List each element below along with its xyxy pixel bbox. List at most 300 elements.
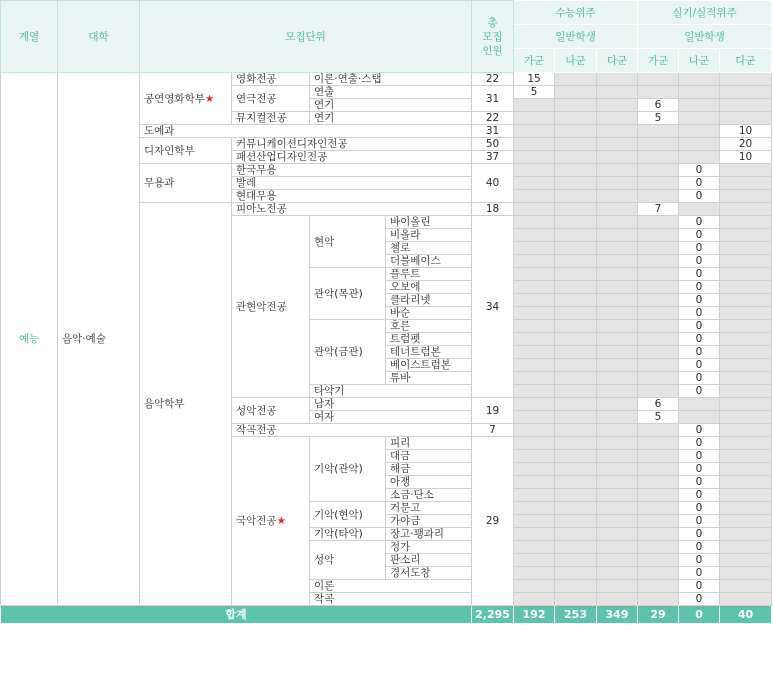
major-orchestra: 관현악전공 — [232, 216, 310, 398]
empty-cell — [638, 580, 679, 593]
empty-cell — [597, 125, 638, 138]
value-cell: 5 — [514, 86, 555, 99]
header-practical: 실기/실적위주 — [638, 1, 772, 25]
total-dance: 40 — [472, 164, 514, 203]
total-orchestra: 34 — [472, 216, 514, 398]
empty-cell — [638, 424, 679, 437]
empty-cell — [720, 255, 772, 268]
footer-p-da: 40 — [720, 606, 772, 624]
inst-seodo: 경서도창 — [386, 567, 472, 580]
inst-piri: 피리 — [386, 437, 472, 450]
value-cell: 10 — [720, 125, 772, 138]
empty-cell — [597, 203, 638, 216]
dept-dance-arts: 도예과 — [140, 125, 472, 138]
inst-pansori: 판소리 — [386, 554, 472, 567]
empty-cell — [555, 99, 597, 112]
empty-cell — [555, 528, 597, 541]
empty-cell — [638, 268, 679, 281]
empty-cell — [638, 151, 679, 164]
major-theater: 연극전공 — [232, 86, 310, 112]
empty-cell — [555, 411, 597, 424]
empty-cell — [597, 346, 638, 359]
sub-female: 여자 — [310, 411, 472, 424]
empty-cell — [597, 528, 638, 541]
empty-cell — [638, 476, 679, 489]
value-cell: 7 — [638, 203, 679, 216]
empty-cell — [555, 424, 597, 437]
empty-cell — [597, 450, 638, 463]
empty-cell — [514, 463, 555, 476]
empty-cell — [514, 112, 555, 125]
sub-strings: 현악 — [310, 216, 386, 268]
empty-cell — [597, 190, 638, 203]
empty-cell — [555, 398, 597, 411]
empty-cell — [597, 216, 638, 229]
empty-cell — [679, 86, 720, 99]
sub-acting: 연기 — [310, 99, 472, 112]
empty-cell — [555, 229, 597, 242]
total-musical: 22 — [472, 112, 514, 125]
empty-cell — [720, 463, 772, 476]
empty-cell — [720, 112, 772, 125]
empty-cell — [514, 333, 555, 346]
empty-cell — [597, 99, 638, 112]
inst-bassoon: 바순 — [386, 307, 472, 320]
inst-haegeum: 해금 — [386, 463, 472, 476]
empty-cell — [638, 281, 679, 294]
empty-cell — [638, 528, 679, 541]
empty-cell — [720, 216, 772, 229]
empty-cell — [514, 554, 555, 567]
value-cell: 0 — [679, 268, 720, 281]
empty-cell — [638, 73, 679, 86]
value-cell: 0 — [679, 476, 720, 489]
value-cell: 0 — [679, 307, 720, 320]
empty-cell — [597, 515, 638, 528]
inst-daegeum: 대금 — [386, 450, 472, 463]
footer-s-na: 253 — [555, 606, 597, 624]
empty-cell — [514, 372, 555, 385]
value-cell: 0 — [679, 229, 720, 242]
empty-cell — [638, 320, 679, 333]
value-cell: 6 — [638, 99, 679, 112]
empty-cell — [679, 112, 720, 125]
empty-cell — [720, 177, 772, 190]
empty-cell — [720, 437, 772, 450]
major-musical: 뮤지컬전공 — [232, 112, 310, 125]
empty-cell — [555, 190, 597, 203]
major-korean-dance: 한국무용 — [232, 164, 472, 177]
value-cell: 0 — [679, 515, 720, 528]
empty-cell — [679, 125, 720, 138]
empty-cell — [555, 138, 597, 151]
empty-cell — [638, 190, 679, 203]
empty-cell — [638, 489, 679, 502]
empty-cell — [555, 320, 597, 333]
empty-cell — [514, 229, 555, 242]
empty-cell — [555, 112, 597, 125]
footer-p-ga: 29 — [638, 606, 679, 624]
empty-cell — [555, 515, 597, 528]
empty-cell — [555, 268, 597, 281]
empty-cell — [638, 502, 679, 515]
empty-cell — [720, 385, 772, 398]
empty-cell — [555, 216, 597, 229]
empty-cell — [514, 190, 555, 203]
value-cell: 0 — [679, 333, 720, 346]
inst-geomungo: 거문고 — [386, 502, 472, 515]
header-unit: 모집단위 — [140, 1, 472, 73]
inst-flute: 플루트 — [386, 268, 472, 281]
empty-cell — [638, 164, 679, 177]
empty-cell — [720, 281, 772, 294]
sub-gi-string: 기악(현악) — [310, 502, 386, 528]
empty-cell — [597, 359, 638, 372]
value-cell: 0 — [679, 372, 720, 385]
empty-cell — [514, 242, 555, 255]
dept-dance: 무용과 — [140, 164, 232, 203]
empty-cell — [597, 541, 638, 554]
empty-cell — [720, 593, 772, 606]
empty-cell — [555, 346, 597, 359]
empty-cell — [679, 151, 720, 164]
major-film: 영화전공 — [232, 73, 310, 86]
value-cell: 10 — [720, 151, 772, 164]
inst-cello: 첼로 — [386, 242, 472, 255]
total-fashion-design: 37 — [472, 151, 514, 164]
empty-cell — [638, 242, 679, 255]
empty-cell — [555, 489, 597, 502]
empty-cell — [514, 138, 555, 151]
empty-cell — [555, 255, 597, 268]
value-cell: 0 — [679, 216, 720, 229]
value-cell: 6 — [638, 398, 679, 411]
empty-cell — [638, 138, 679, 151]
header-college: 대학 — [58, 1, 140, 73]
empty-cell — [514, 203, 555, 216]
major-composition: 작곡전공 — [232, 424, 472, 437]
empty-cell — [597, 112, 638, 125]
empty-cell — [638, 177, 679, 190]
empty-cell — [514, 476, 555, 489]
empty-cell — [514, 346, 555, 359]
sub-gi-perc: 기악(타악) — [310, 528, 386, 541]
value-cell: 0 — [679, 554, 720, 567]
value-cell: 0 — [679, 437, 720, 450]
total-row — [1, 606, 772, 624]
value-cell: 20 — [720, 138, 772, 151]
empty-cell — [720, 502, 772, 515]
empty-cell — [555, 372, 597, 385]
empty-cell — [720, 164, 772, 177]
sub-compose: 작곡 — [310, 593, 472, 606]
empty-cell — [597, 554, 638, 567]
empty-cell — [555, 164, 597, 177]
empty-cell — [597, 281, 638, 294]
empty-cell — [597, 385, 638, 398]
dept-performance: 공연영화학부★ — [140, 73, 232, 125]
empty-cell — [720, 229, 772, 242]
empty-cell — [514, 268, 555, 281]
college-cell: 음악·예술 — [58, 73, 140, 606]
sub-acting2: 연기 — [310, 112, 472, 125]
empty-cell — [514, 281, 555, 294]
value-cell: 0 — [679, 281, 720, 294]
empty-cell — [555, 151, 597, 164]
table-row — [1, 73, 772, 86]
empty-cell — [720, 242, 772, 255]
dept-design: 디자인학부 — [140, 138, 232, 164]
dept-music: 음악학부 — [140, 203, 232, 606]
empty-cell — [597, 73, 638, 86]
sub-woodwind: 관악(목관) — [310, 268, 386, 320]
value-cell: 0 — [679, 385, 720, 398]
inst-oboe: 오보에 — [386, 281, 472, 294]
empty-cell — [638, 554, 679, 567]
empty-cell — [720, 554, 772, 567]
inst-bass-trombone: 베이스트럼본 — [386, 359, 472, 372]
inst-viola: 비올라 — [386, 229, 472, 242]
inst-gayageum: 가야금 — [386, 515, 472, 528]
empty-cell — [514, 216, 555, 229]
empty-cell — [638, 333, 679, 346]
empty-cell — [514, 528, 555, 541]
empty-cell — [514, 294, 555, 307]
header-p-ga: 가군 — [638, 49, 679, 73]
empty-cell — [720, 268, 772, 281]
value-cell: 0 — [679, 242, 720, 255]
empty-cell — [555, 463, 597, 476]
empty-cell — [597, 320, 638, 333]
empty-cell — [514, 307, 555, 320]
empty-cell — [555, 203, 597, 216]
empty-cell — [555, 541, 597, 554]
empty-cell — [597, 229, 638, 242]
header-category: 계열 — [1, 1, 58, 73]
empty-cell — [679, 138, 720, 151]
empty-cell — [679, 398, 720, 411]
inst-trumpet: 트럼펫 — [386, 333, 472, 346]
inst-horn: 호른 — [386, 320, 472, 333]
empty-cell — [514, 502, 555, 515]
empty-cell — [638, 255, 679, 268]
major-vocal: 성악전공 — [232, 398, 310, 424]
empty-cell — [514, 411, 555, 424]
empty-cell — [638, 372, 679, 385]
inst-ajaeng: 아쟁 — [386, 476, 472, 489]
inst-janggo: 장고·꽹과리 — [386, 528, 472, 541]
footer-label: 합계 — [1, 606, 472, 624]
empty-cell — [514, 359, 555, 372]
empty-cell — [720, 99, 772, 112]
empty-cell — [720, 424, 772, 437]
empty-cell — [555, 333, 597, 346]
empty-cell — [555, 73, 597, 86]
value-cell: 0 — [679, 541, 720, 554]
value-cell: 0 — [679, 190, 720, 203]
total-composition: 7 — [472, 424, 514, 437]
sub-directing: 연출 — [310, 86, 472, 99]
total-vocal: 19 — [472, 398, 514, 424]
inst-sogeum: 소금·단소 — [386, 489, 472, 502]
major-modern-dance: 현대무용 — [232, 190, 472, 203]
value-cell: 5 — [638, 112, 679, 125]
value-cell: 5 — [638, 411, 679, 424]
empty-cell — [638, 307, 679, 320]
major-piano: 피아노전공 — [232, 203, 472, 216]
table-header — [1, 1, 772, 73]
table-body — [1, 73, 772, 606]
value-cell: 0 — [679, 320, 720, 333]
header-p-na: 나군 — [679, 49, 720, 73]
inst-jeongga: 정가 — [386, 541, 472, 554]
empty-cell — [514, 177, 555, 190]
value-cell: 0 — [679, 528, 720, 541]
empty-cell — [555, 580, 597, 593]
empty-cell — [679, 411, 720, 424]
value-cell: 0 — [679, 593, 720, 606]
total-piano: 18 — [472, 203, 514, 216]
table-footer — [1, 606, 772, 624]
empty-cell — [638, 567, 679, 580]
sub-theory: 이론 — [310, 580, 472, 593]
value-cell: 0 — [679, 502, 720, 515]
empty-cell — [720, 307, 772, 320]
empty-cell — [514, 151, 555, 164]
value-cell: 0 — [679, 346, 720, 359]
sub-brass: 관악(금관) — [310, 320, 386, 385]
value-cell: 0 — [679, 463, 720, 476]
value-cell: 0 — [679, 450, 720, 463]
empty-cell — [720, 203, 772, 216]
empty-cell — [720, 359, 772, 372]
empty-cell — [597, 580, 638, 593]
sub-male: 남자 — [310, 398, 472, 411]
empty-cell — [597, 151, 638, 164]
empty-cell — [555, 294, 597, 307]
header-s-da: 다군 — [597, 49, 638, 73]
empty-cell — [720, 541, 772, 554]
empty-cell — [638, 216, 679, 229]
empty-cell — [720, 333, 772, 346]
header-general-suneung: 일반학생 — [514, 25, 638, 49]
empty-cell — [555, 125, 597, 138]
empty-cell — [679, 203, 720, 216]
empty-cell — [720, 190, 772, 203]
empty-cell — [597, 437, 638, 450]
empty-cell — [514, 424, 555, 437]
empty-cell — [597, 255, 638, 268]
empty-cell — [638, 437, 679, 450]
empty-cell — [597, 138, 638, 151]
empty-cell — [638, 450, 679, 463]
major-gugak: 국악전공★ — [232, 437, 310, 606]
empty-cell — [720, 580, 772, 593]
value-cell: 0 — [679, 164, 720, 177]
empty-cell — [597, 177, 638, 190]
empty-cell — [597, 242, 638, 255]
total-comm-design: 50 — [472, 138, 514, 151]
empty-cell — [720, 476, 772, 489]
empty-cell — [597, 411, 638, 424]
value-cell: 15 — [514, 73, 555, 86]
empty-cell — [679, 73, 720, 86]
value-cell: 0 — [679, 294, 720, 307]
empty-cell — [597, 424, 638, 437]
sub-vocal-gugak: 성악 — [310, 541, 386, 580]
empty-cell — [514, 437, 555, 450]
empty-cell — [514, 125, 555, 138]
empty-cell — [638, 385, 679, 398]
major-ballet: 발레 — [232, 177, 472, 190]
empty-cell — [597, 593, 638, 606]
empty-cell — [638, 86, 679, 99]
empty-cell — [514, 320, 555, 333]
footer-s-ga: 192 — [514, 606, 555, 624]
empty-cell — [597, 398, 638, 411]
inst-bass: 더블베이스 — [386, 255, 472, 268]
sub-percussion: 타악기 — [310, 385, 472, 398]
empty-cell — [638, 346, 679, 359]
empty-cell — [555, 450, 597, 463]
empty-cell — [555, 281, 597, 294]
empty-cell — [597, 164, 638, 177]
empty-cell — [720, 372, 772, 385]
empty-cell — [597, 502, 638, 515]
empty-cell — [514, 164, 555, 177]
value-cell: 0 — [679, 424, 720, 437]
empty-cell — [514, 398, 555, 411]
empty-cell — [597, 268, 638, 281]
empty-cell — [597, 463, 638, 476]
empty-cell — [638, 593, 679, 606]
empty-cell — [720, 567, 772, 580]
total-gugak: 29 — [472, 437, 514, 606]
value-cell: 0 — [679, 567, 720, 580]
empty-cell — [514, 489, 555, 502]
header-total: 총 모집 인원 — [472, 1, 514, 73]
inst-clarinet: 클라리넷 — [386, 294, 472, 307]
value-cell: 0 — [679, 489, 720, 502]
empty-cell — [555, 359, 597, 372]
empty-cell — [514, 385, 555, 398]
empty-cell — [514, 99, 555, 112]
inst-tenor-trombone: 테너트럼본 — [386, 346, 472, 359]
empty-cell — [638, 125, 679, 138]
empty-cell — [597, 86, 638, 99]
empty-cell — [720, 398, 772, 411]
value-cell: 0 — [679, 359, 720, 372]
total-dance-arts: 31 — [472, 125, 514, 138]
header-s-ga: 가군 — [514, 49, 555, 73]
footer-total: 2,295 — [472, 606, 514, 624]
empty-cell — [597, 476, 638, 489]
empty-cell — [720, 73, 772, 86]
value-cell: 0 — [679, 580, 720, 593]
empty-cell — [597, 489, 638, 502]
empty-cell — [720, 515, 772, 528]
empty-cell — [720, 346, 772, 359]
inst-violin: 바이올린 — [386, 216, 472, 229]
empty-cell — [555, 554, 597, 567]
empty-cell — [514, 580, 555, 593]
empty-cell — [555, 476, 597, 489]
empty-cell — [720, 320, 772, 333]
footer-s-da: 349 — [597, 606, 638, 624]
major-comm-design: 커뮤니케이션디자인전공 — [232, 138, 472, 151]
empty-cell — [555, 502, 597, 515]
empty-cell — [514, 541, 555, 554]
